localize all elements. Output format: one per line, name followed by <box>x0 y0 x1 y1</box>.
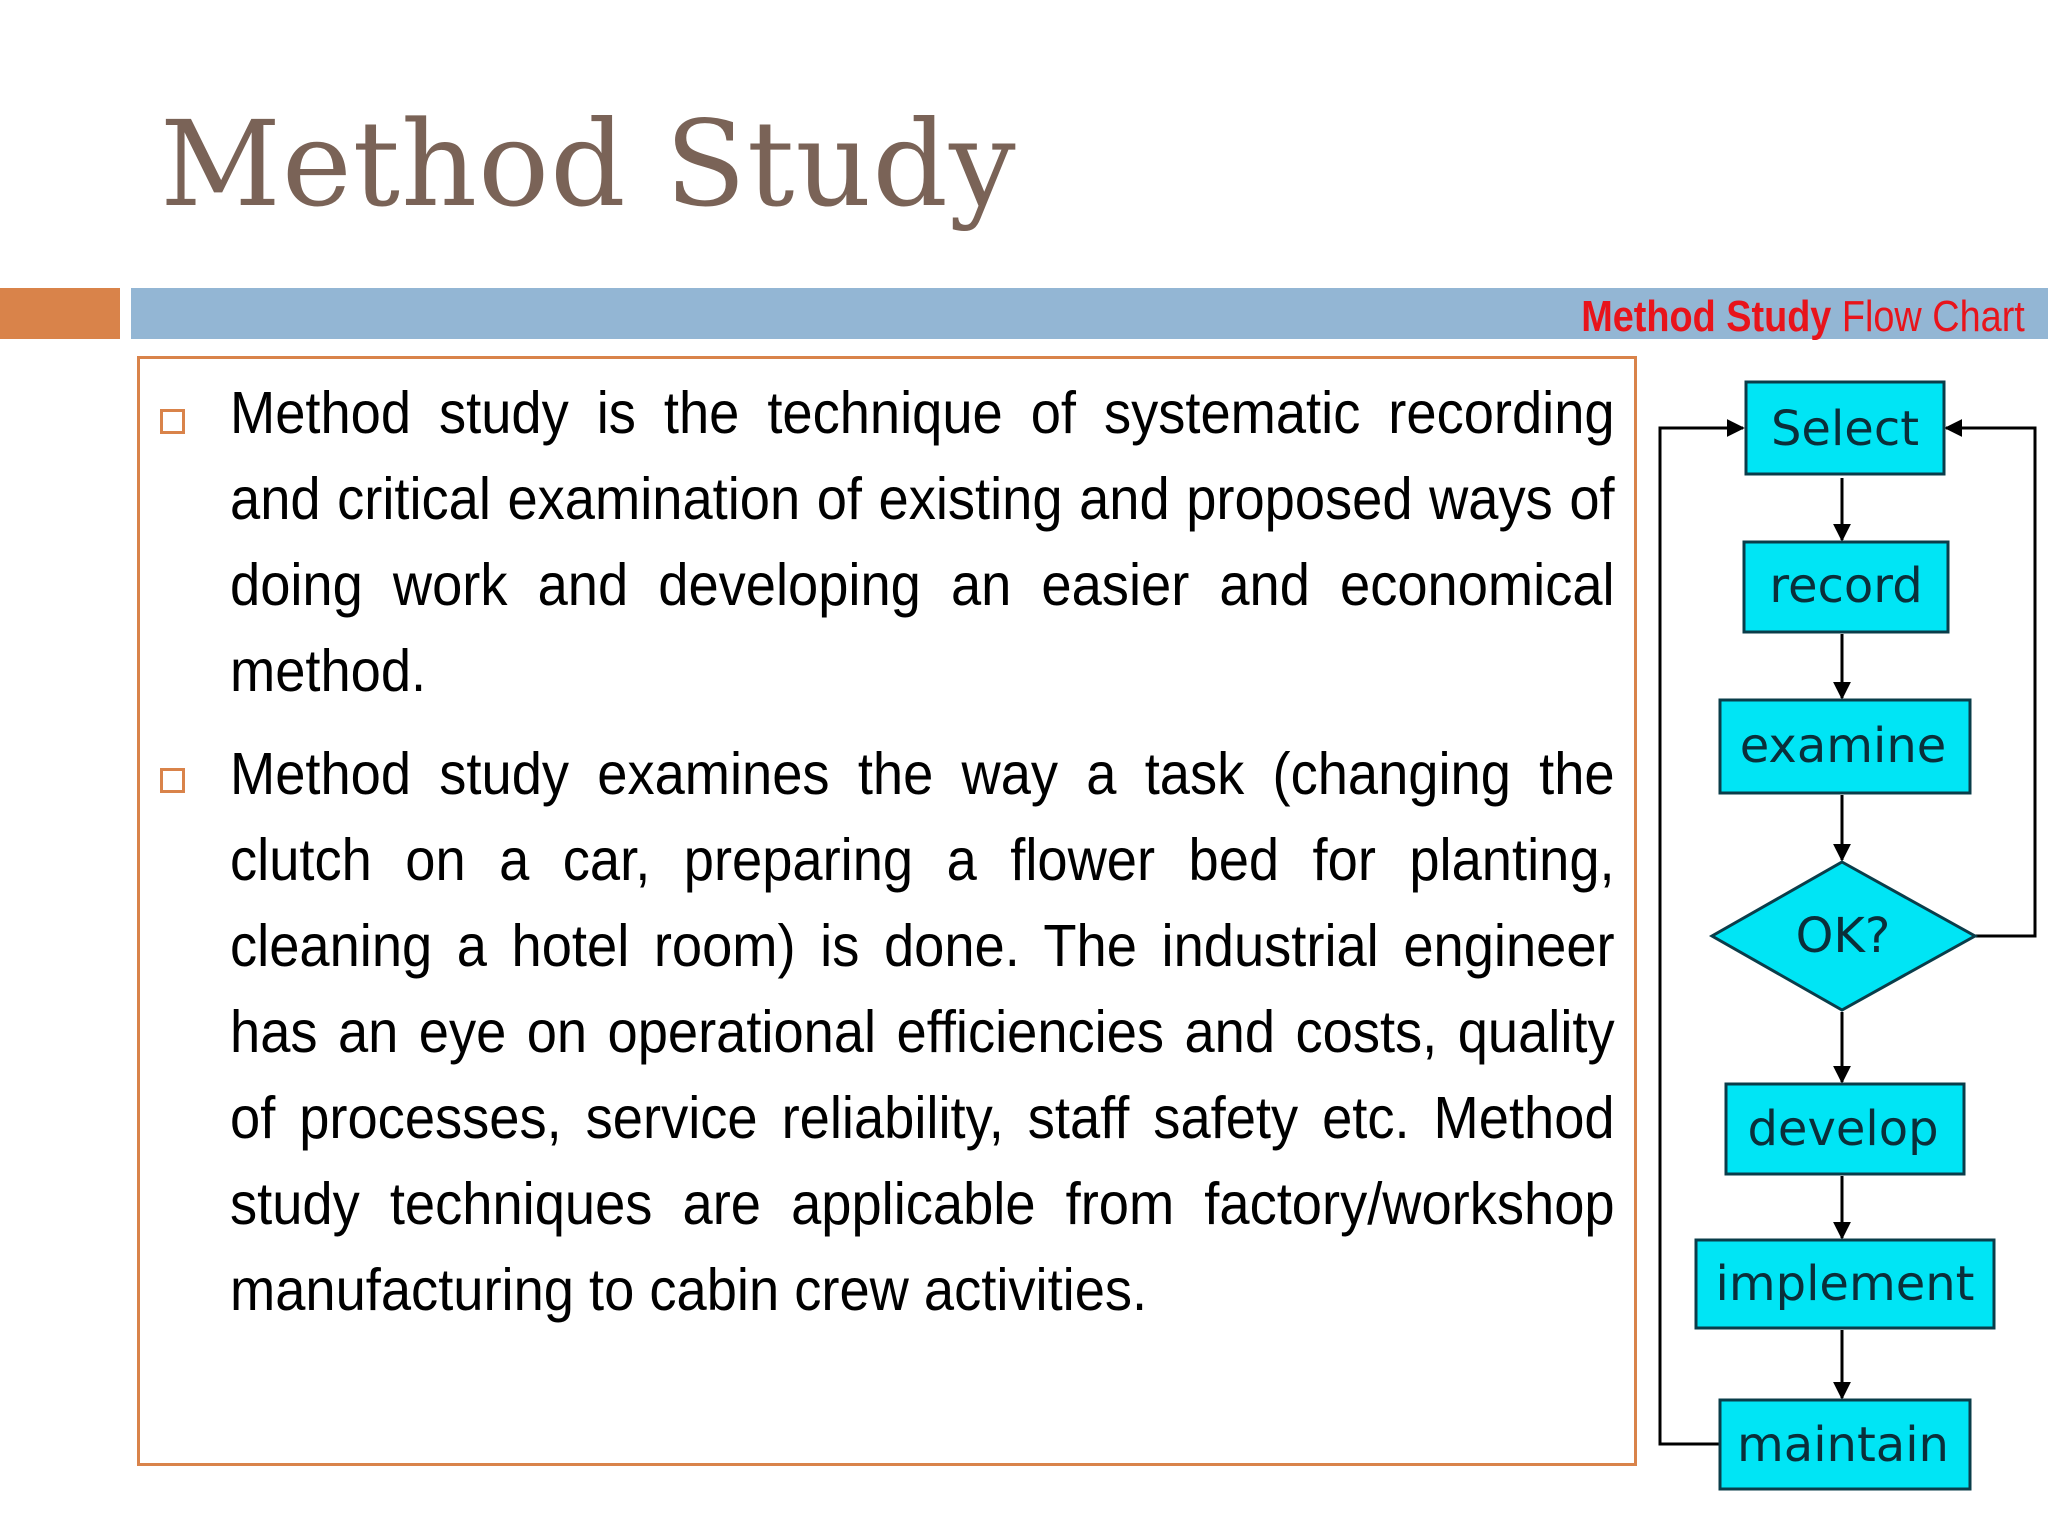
node-develop <box>1726 1084 1964 1174</box>
svg-text:implement: implement <box>1715 1256 1975 1312</box>
loop-back-right-connector <box>1946 428 2035 936</box>
slide-title: Method Study <box>160 95 1017 233</box>
node-maintain <box>1720 1400 1970 1489</box>
accent-bar-orange <box>0 288 120 339</box>
flowchart-caption-bold: Method Study <box>1581 292 1832 341</box>
svg-text:develop: develop <box>1747 1101 1939 1157</box>
node-implement <box>1696 1240 1994 1328</box>
flowchart-caption <box>1581 292 2025 342</box>
node-ok-decision <box>1712 862 1975 1010</box>
bullet-text-2: Method study examines the way a task (changing the clutch on a car, preparing a flower bed for planting, cleaning a hotel room) is done. The industrial engineer has an eye on operational efficiencies and costs, quality of processes, service reliability, staff safety etc. Method study techniques are applicable from factory/workshop manufacturing to cabin crew activities. <box>230 741 1615 1323</box>
svg-text:maintain: maintain <box>1737 1417 1949 1473</box>
svg-text:Select: Select <box>1770 401 1920 457</box>
svg-text:examine: examine <box>1739 718 1947 774</box>
svg-text:record: record <box>1769 558 1923 614</box>
method-study-flowchart <box>1640 370 2048 1500</box>
flowchart-caption-rest: Flow Chart <box>1831 292 2025 341</box>
node-record <box>1744 542 1948 632</box>
bullet-square-icon <box>160 409 185 434</box>
node-examine <box>1720 700 1970 793</box>
svg-text:OK?: OK? <box>1795 908 1891 964</box>
bullet-text-1: Method study is the technique of systematic recording and critical examination of existing and proposed ways of doing work and developing an easier and economical method. <box>230 380 1615 704</box>
bullet-square-icon <box>160 768 185 793</box>
node-select <box>1746 382 1944 474</box>
